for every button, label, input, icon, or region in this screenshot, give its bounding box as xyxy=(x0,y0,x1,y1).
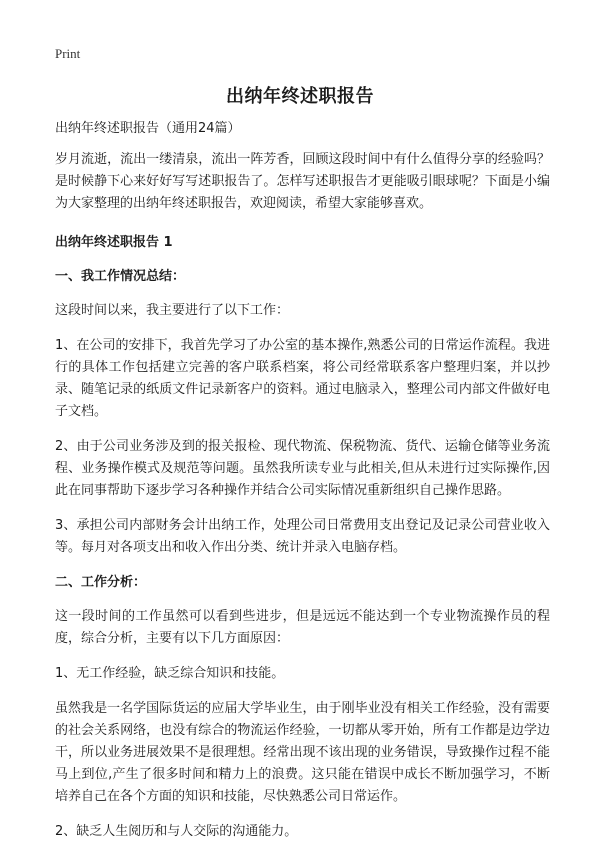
part1-heading: 一、我工作情况总结： xyxy=(55,269,186,284)
part2-point: 1、无工作经验，缺乏综合知识和技能。 xyxy=(55,666,285,681)
part1-item: 3、承担公司内部财务会计出纳工作，处理公司日常费用支出登记及记录公司营业收入等。每月对各项支出和收入作出分类、统计并录入电脑存档。 xyxy=(55,518,550,555)
part2-point: 2、缺乏人生阅历和与人交际的沟通能力。 xyxy=(55,824,298,839)
page-title: 出纳年终述职报告 xyxy=(226,86,374,107)
section-heading: 出纳年终述职报告 1 xyxy=(55,235,173,250)
part2-heading: 二、工作分析： xyxy=(55,575,147,590)
part1-item: 2、由于公司业务涉及到的报关报检、现代物流、保税物流、货代、运输仓储等业务流程、业务操作模式及规范等问题。虽然我所读专业与此相关,但从未进行过实际操作,因此在同事帮助下逐步学习各种操作并结合公司实际情况重新组织自己操作思路。 xyxy=(55,439,550,498)
part2-intro: 这一段时间的工作虽然可以看到些进步，但是远远不能达到一个专业物流操作员的程度，综合分析，主要有以下几方面原因： xyxy=(55,609,550,646)
part1-item: 1、在公司的安排下，我首先学习了办公室的基本操作,熟悉公司的日常运作流程。我进行的具体工作包括建立完善的客户联系档案，将公司经常联系客户整理归案，并以抄录、随笔记录的纸质文件记录新客户的资料。通过电脑录入，整理公司内部文件做好电子文档。 xyxy=(55,338,550,419)
part1-intro: 这段时间以来，我主要进行了以下工作： xyxy=(55,303,290,318)
part2-point-detail: 虽然我是一名学国际货运的应届大学毕业生，由于刚毕业没有相关工作经验，没有需要的社会关系网络，也没有综合的物流运作经验，一切都从零开始，所有工作都是边学边干，所以业务进展效果不是很理想。经常出现不该出现的业务错误，导致操作过程不能马上到位,产生了很多时间和精力上的浪费。这只能在错误中成长不断加强学习，不断培养自己在各个方面的知识和技能，尽快熟悉公司日常运作。 xyxy=(55,701,550,804)
document-subtitle: 出纳年终述职报告（通用24篇） xyxy=(55,121,241,136)
intro-paragraph: 岁月流逝，流出一缕清泉，流出一阵芳香，回顾这段时间中有什么值得分享的经验吗？是时候静下心来好好写写述职报告了。怎样写述职报告才更能吸引眼球呢？下面是小编为大家整理的出纳年终述职报告，欢迎阅读，希望大家能够喜欢。 xyxy=(55,152,550,211)
print-link[interactable]: Print xyxy=(55,46,81,61)
document-body xyxy=(55,118,550,856)
